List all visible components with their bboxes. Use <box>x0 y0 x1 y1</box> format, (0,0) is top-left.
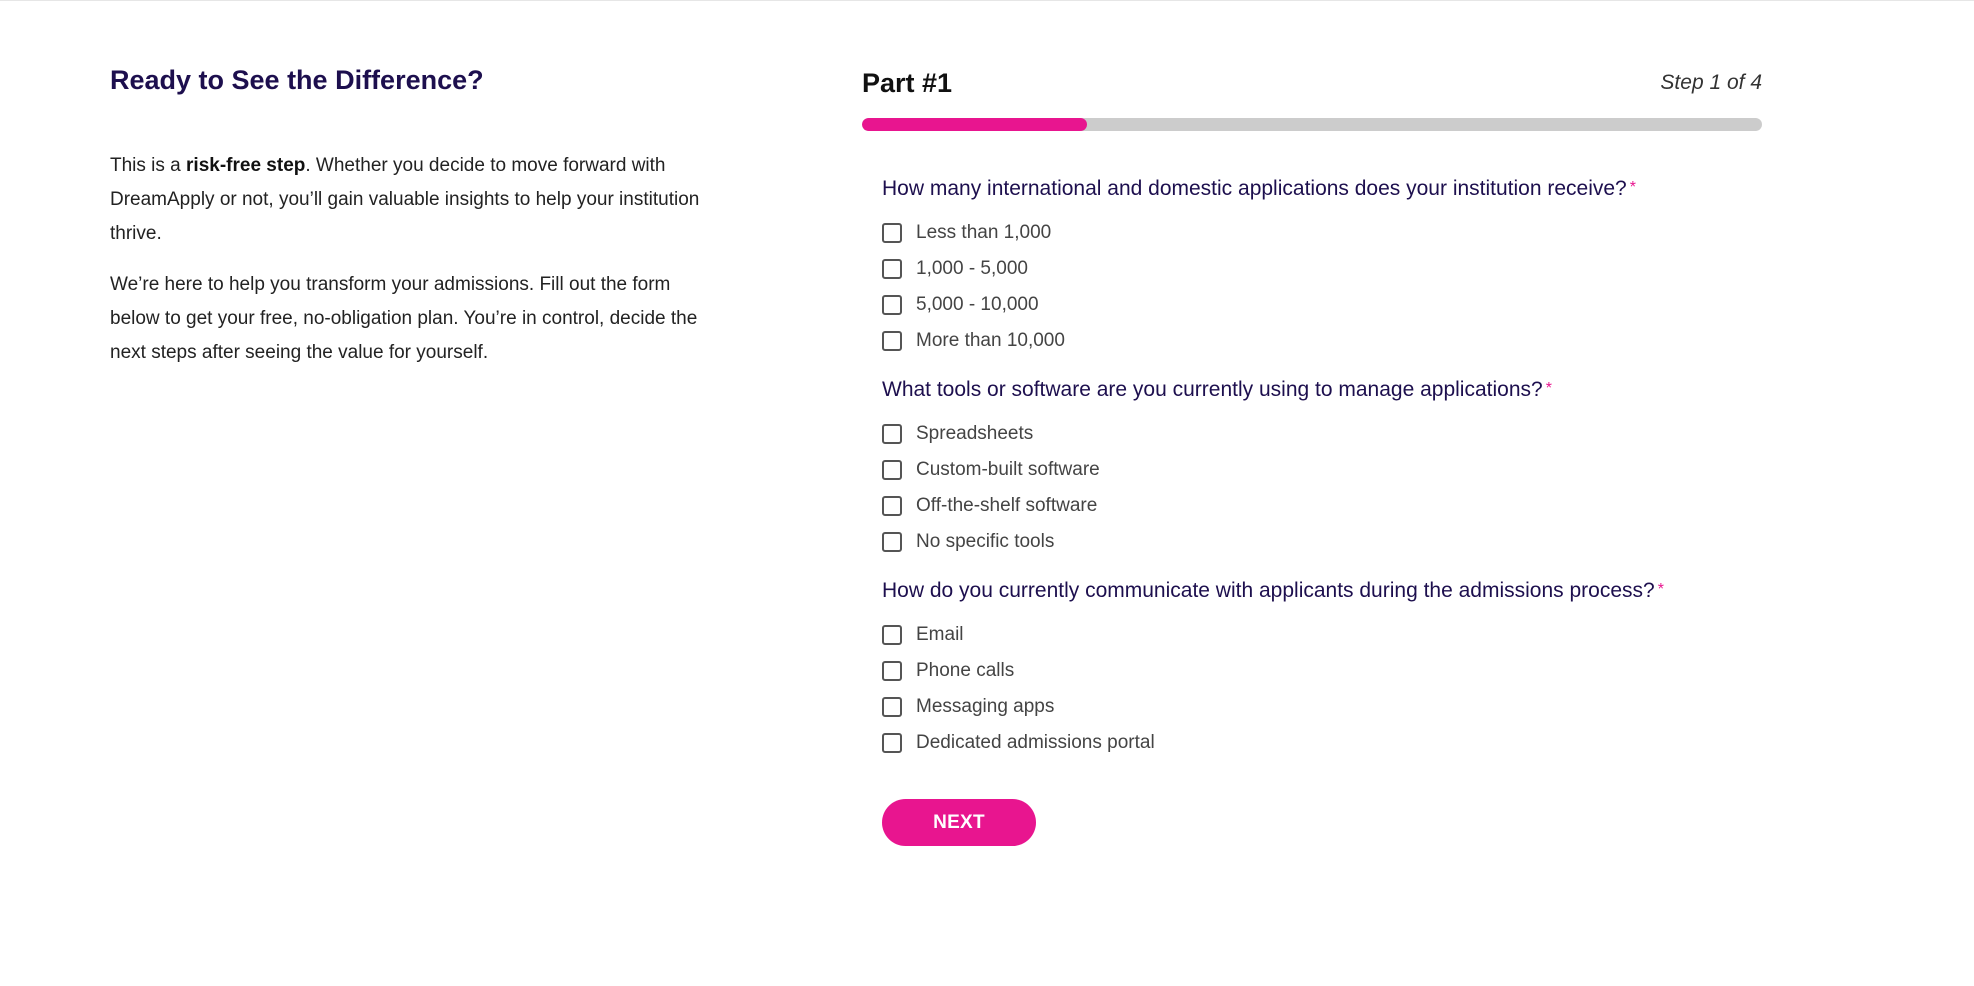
option-checkbox-row[interactable] <box>882 653 1742 689</box>
option-checkbox-row[interactable] <box>882 287 1742 323</box>
progress-bar <box>862 118 1762 131</box>
option-label[interactable]: Less than 1,000 <box>916 222 1052 243</box>
intro-heading: Ready to See the Difference? <box>110 65 484 95</box>
checkbox[interactable] <box>882 331 902 351</box>
question-2-options <box>882 416 1742 560</box>
checkbox[interactable] <box>882 295 902 315</box>
option-checkbox-row[interactable] <box>882 689 1742 725</box>
question-1-options <box>882 215 1742 359</box>
progress-bar-fill <box>862 118 1087 131</box>
step-indicator: Step 1 of 4 <box>1660 71 1762 94</box>
option-label[interactable]: 1,000 - 5,000 <box>916 258 1028 279</box>
option-checkbox-row[interactable] <box>882 488 1742 524</box>
part-title: Part #1 <box>862 67 953 98</box>
checkbox[interactable] <box>882 625 902 645</box>
option-label[interactable]: More than 10,000 <box>916 330 1065 351</box>
checkbox[interactable] <box>882 259 902 279</box>
question-3-options <box>882 617 1742 761</box>
intro-p1-suffix: . Whether you decide to move forward with DreamApply or not, you’ll gain valuable insights to help your institution thrive. <box>110 155 700 244</box>
option-checkbox-row[interactable] <box>882 725 1742 761</box>
option-checkbox-row[interactable] <box>882 452 1742 488</box>
checkbox[interactable] <box>882 532 902 552</box>
option-checkbox-row[interactable] <box>882 524 1742 560</box>
checkbox[interactable] <box>882 697 902 717</box>
required-marker: * <box>1629 179 1636 196</box>
option-label[interactable]: Custom-built software <box>916 459 1100 480</box>
intro-section <box>110 60 720 370</box>
option-label[interactable]: Dedicated admissions portal <box>916 732 1155 753</box>
intro-paragraph-2: We’re here to help you transform your admissions. Fill out the form below to get your free, no-obligation plan. You’re in control, decide the next steps after seeing the value for yourself. <box>110 274 698 363</box>
next-button[interactable]: NEXT <box>882 799 1036 846</box>
question-1-label <box>882 171 1742 205</box>
top-divider <box>0 0 1974 1</box>
option-label[interactable]: Phone calls <box>916 660 1015 681</box>
survey-form-section <box>862 60 1762 846</box>
question-list <box>882 171 1742 846</box>
checkbox[interactable] <box>882 424 902 444</box>
option-label[interactable]: Off-the-shelf software <box>916 495 1098 516</box>
question-1-text: How many international and domestic applications does your institution receive? <box>882 177 1627 200</box>
intro-p1-prefix: This is a <box>110 155 187 176</box>
part-header <box>862 60 1762 106</box>
option-checkbox-row[interactable] <box>882 215 1742 251</box>
option-checkbox-row[interactable] <box>882 416 1742 452</box>
intro-p1-bold: risk-free step <box>186 155 306 176</box>
intro-paragraph-1 <box>110 149 720 251</box>
option-label[interactable]: No specific tools <box>916 531 1055 552</box>
option-checkbox-row[interactable] <box>882 323 1742 359</box>
checkbox[interactable] <box>882 223 902 243</box>
required-marker: * <box>1545 380 1552 397</box>
checkbox[interactable] <box>882 661 902 681</box>
question-2-text: What tools or software are you currently using to manage applications? <box>882 378 1543 401</box>
option-checkbox-row[interactable] <box>882 617 1742 653</box>
option-label[interactable]: 5,000 - 10,000 <box>916 294 1039 315</box>
option-checkbox-row[interactable] <box>882 251 1742 287</box>
option-label[interactable]: Email <box>916 624 964 645</box>
checkbox[interactable] <box>882 496 902 516</box>
question-2-label <box>882 372 1742 406</box>
question-3-text: How do you currently communicate with applicants during the admissions process? <box>882 579 1655 602</box>
question-3-label <box>882 573 1742 607</box>
option-label[interactable]: Messaging apps <box>916 696 1055 717</box>
required-marker: * <box>1657 581 1664 598</box>
option-label[interactable]: Spreadsheets <box>916 423 1034 444</box>
checkbox[interactable] <box>882 733 902 753</box>
checkbox[interactable] <box>882 460 902 480</box>
